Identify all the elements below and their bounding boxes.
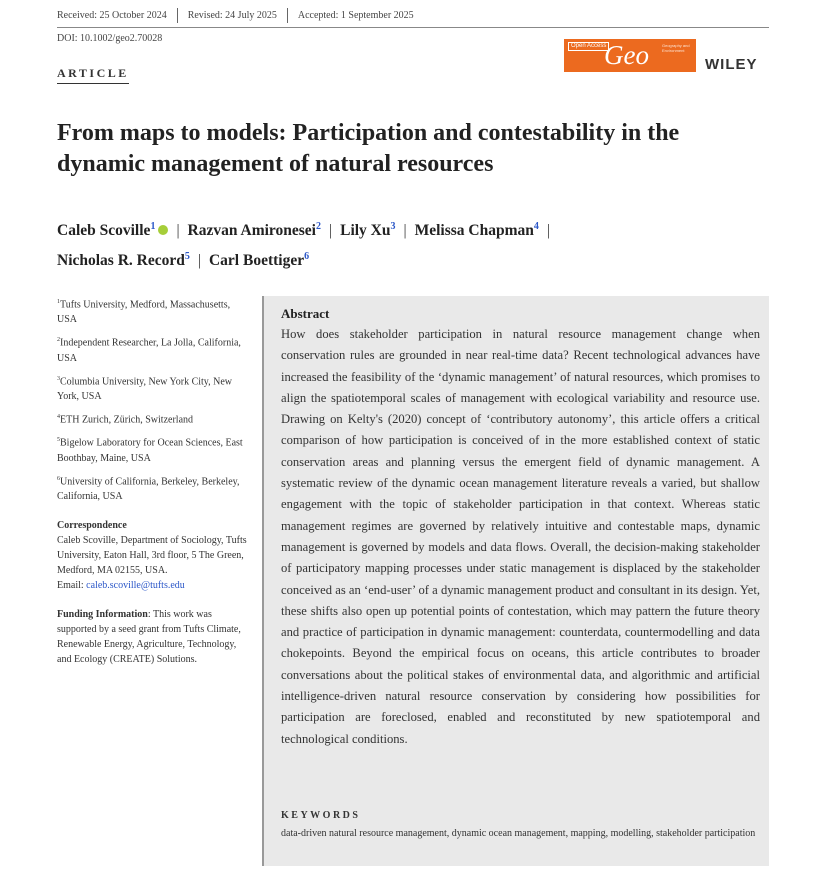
article-type-rule (57, 83, 129, 84)
author-separator: | (403, 222, 407, 240)
author-name[interactable]: Caleb Scoville (57, 222, 151, 240)
author-separator: | (197, 252, 201, 270)
author-separator: | (546, 222, 550, 240)
affiliation: $^1$Tufts University, Medford, Massachusetts, USA (57, 299, 231, 326)
funding-text: : This work was supported by a seed grant from Tufts Climate, Renewable Energy, Agriculture, Technology, and Ecology (CREATE) Solutions. (57, 608, 241, 665)
geo-wordmark: Geo (604, 40, 649, 70)
geo-subtitle: Geography and Environment (662, 43, 690, 53)
wiley-logo[interactable]: WILEY (705, 56, 758, 73)
author-name[interactable]: Melissa Chapman (414, 222, 534, 240)
orcid-icon[interactable] (158, 225, 168, 235)
author-separator: | (329, 222, 333, 240)
funding-heading: Funding Information (57, 608, 148, 620)
affiliation: $^2$Independent Researcher, La Jolla, California, USA (57, 337, 241, 364)
sidebar (57, 295, 249, 681)
correspondence-heading: Correspondence (57, 519, 127, 531)
affiliation: $^3$Columbia University, New York City, New York, USA (57, 375, 233, 402)
author-separator: | (176, 222, 180, 240)
divider (287, 8, 288, 23)
geo-journal-logo[interactable] (564, 39, 696, 72)
keywords-text: data-driven natural resource management, dynamic ocean management, mapping, modelling, stakeholder participation (281, 828, 756, 839)
divider (177, 8, 178, 23)
abstract-heading: Abstract (281, 306, 330, 321)
email-link[interactable]: caleb.scoville@tufts.edu (86, 579, 185, 591)
article-type-label: ARTICLE (57, 66, 129, 80)
email-label: Email: (57, 579, 87, 591)
author-affiliation-sup: 5 (184, 251, 190, 263)
accepted-date: Accepted: 1 September 2025 (297, 10, 414, 21)
affiliation: $^4$ETH Zurich, Zürich, Switzerland (57, 413, 194, 426)
affiliation: $^5$Bigelow Laboratory for Ocean Sciences, East Boothbay, Maine, USA (57, 437, 243, 464)
author-affiliation-sup: 4 (533, 221, 539, 232)
keywords-heading: KEYWORDS (281, 810, 361, 821)
header-rule (57, 27, 769, 28)
author-name[interactable]: Lily Xu (340, 222, 391, 240)
abstract-box (262, 296, 769, 866)
author-affiliation-sup: 6 (304, 251, 310, 263)
correspondence (57, 518, 249, 593)
author-name[interactable]: Razvan Amironesei (187, 222, 316, 240)
author-name[interactable]: Carl Boettiger (208, 252, 305, 270)
author-affiliation-sup: 1 (150, 221, 156, 232)
author-name[interactable]: Nicholas R. Record (57, 252, 185, 270)
publication-dates (57, 8, 769, 23)
funding-information (57, 607, 249, 667)
author-affiliation-sup: 2 (316, 221, 321, 232)
author-affiliation-sup: 3 (390, 221, 396, 232)
correspondence-text: Caleb Scoville, Department of Sociology, Tufts University, Eaton Hall, 3rd floor, 5 The Green, Medford, MA 02155, USA. (57, 534, 247, 576)
paper-title: From maps to models: Participation and contestability in the dynamic management of natural resources (57, 120, 680, 177)
received-date: Received: 25 October 2024 (57, 10, 167, 21)
author-list (57, 214, 757, 274)
revised-date: Revised: 24 July 2025 (187, 10, 277, 21)
affiliation: $^6$University of California, Berkeley, Berkeley, California, USA (57, 475, 240, 502)
abstract-text: How does stakeholder participation in natural resource management change when conservation rules are grounded in near real-time data? Recent technological advances have increased the feasibility of the ‘dynamic management’ of natural resources, which promises to align the spatiotemporal scales of management with ecological variability and resource use. Drawing on Kelty's (2020) concept of ‘contributory autonomy’, this article offers a critical comparison of how participation is conceived of in the more established context of static conservation areas and planning versus the emergent field of dynamic management. A systematic review of the dynamic ocean management literature reveals a varied, but shallow engagement with the topic of stakeholder participation in that context. Whereas static management regimes are governed by relatively intuitive and contestable maps, dynamic management is governed by models and data flows. Overall, the decision-making stakeholder of participatory mapping processes under static management is displaced by the stakeholder conceived as an ‘end-user’ of a dynamic management product and consultant in its design. Yet, these shifts also open up potential points of contestation, which may pattern the future theory and practice of participation in dynamic management: counterdata, countermodelling and data chokepoints. Beyond the empirical focus on oceans, this article contributes to broader conversations about the political stakes of environmental data, and algorithmic and artificial intelligence-driven natural resource conservation by considering how possibilities for participation are foreclosed, enabled and reconstituted by new spatiotemporal and technological conditions. (281, 327, 760, 746)
open-access-badge: Open Access (568, 42, 609, 51)
doi[interactable]: DOI: 10.1002/geo2.70028 (57, 33, 163, 44)
